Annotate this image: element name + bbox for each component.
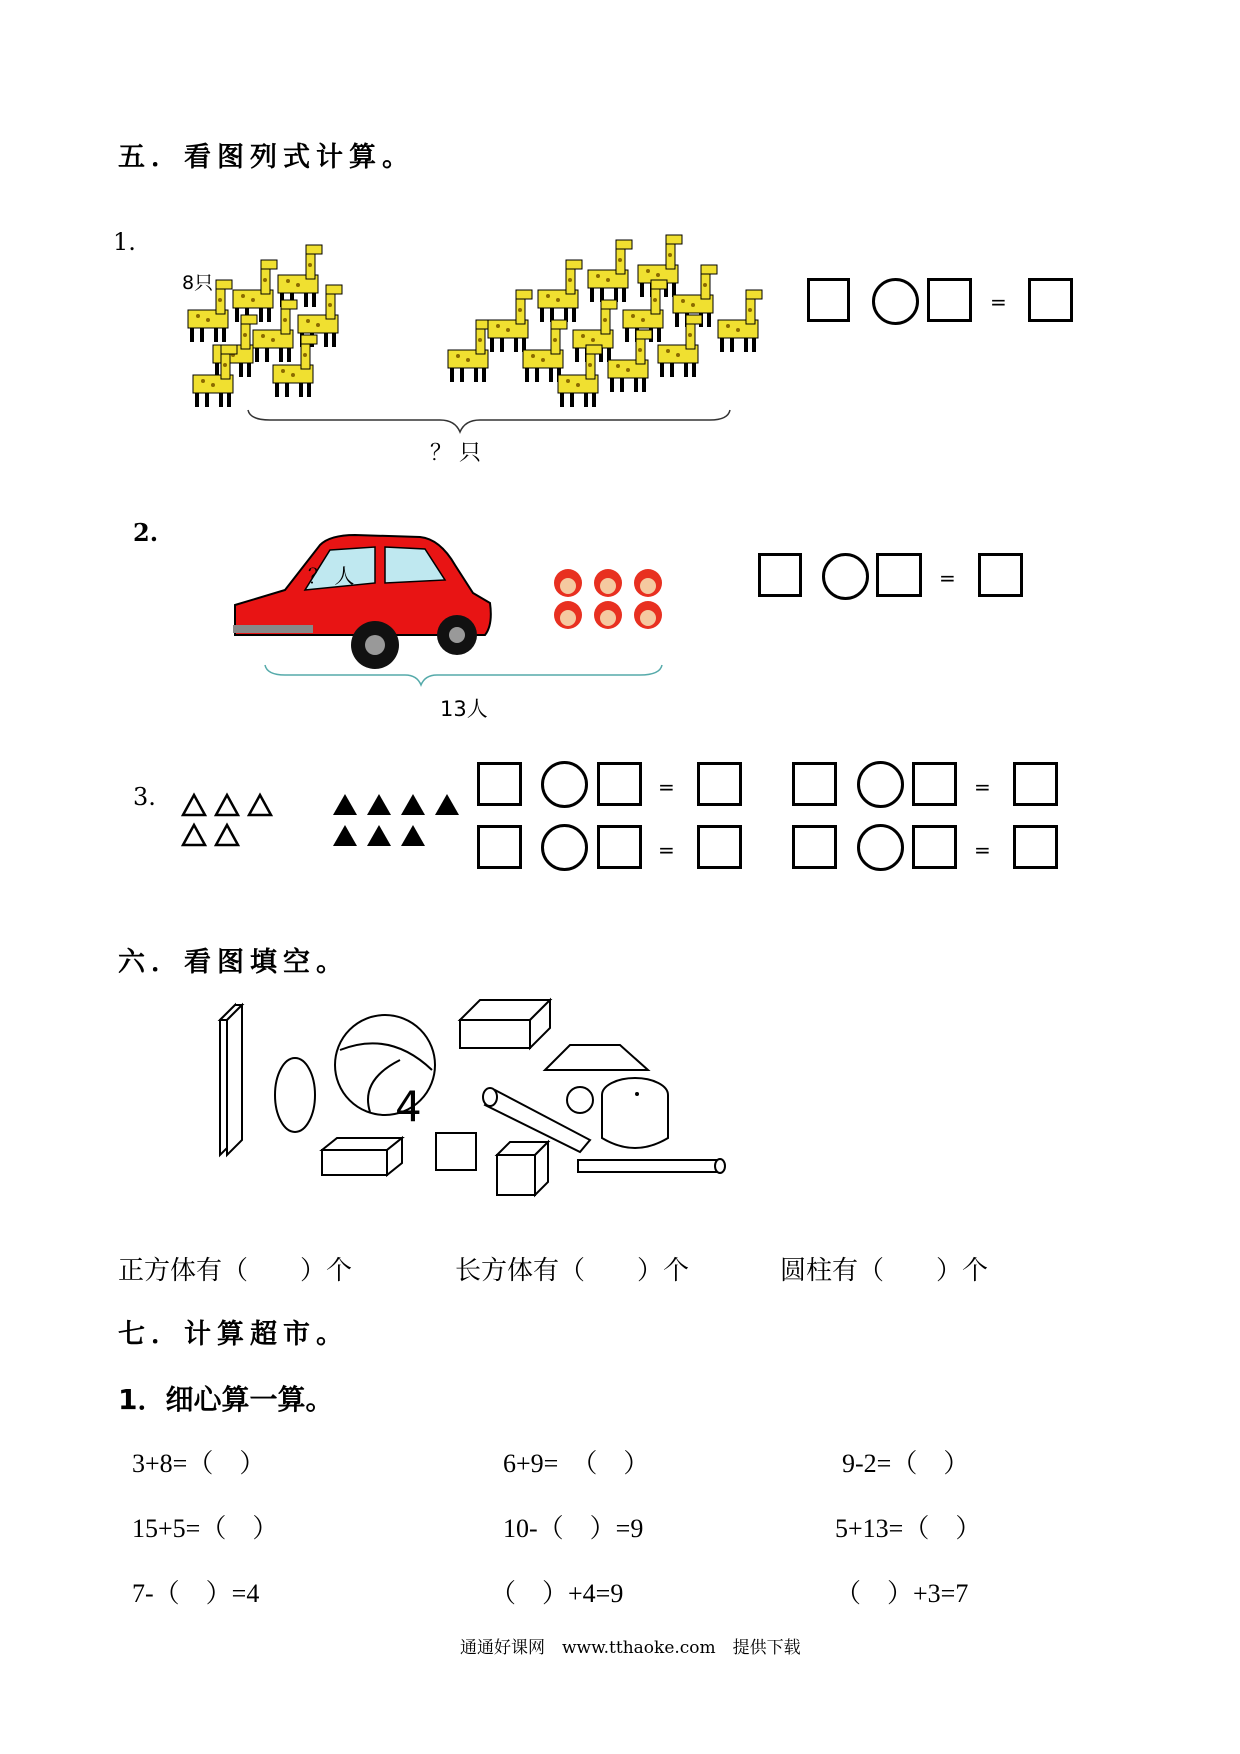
footer-text: 通通好课网 www.tthaoke.com 提供下载 [460, 1638, 801, 1658]
calc-item: 7-（ ）=4 [132, 1579, 260, 1608]
operator-circle[interactable] [857, 761, 904, 808]
triangles-illustration [180, 790, 470, 850]
answer-box[interactable] [876, 553, 922, 597]
operator-circle[interactable] [541, 824, 588, 871]
section-7-1-title: 1．细心算一算。 [118, 1383, 334, 1416]
problem-1-number: 1. [113, 228, 136, 256]
answer-box[interactable] [1013, 762, 1058, 806]
calc-item: 5+13=（ ） [835, 1514, 982, 1543]
operator-circle[interactable] [541, 761, 588, 808]
answer-box[interactable] [978, 553, 1023, 597]
section-5-title: 五．看图列式计算。 [118, 142, 415, 173]
label-13-people: 13人 [440, 697, 488, 721]
car-illustration [225, 515, 685, 715]
answer-box[interactable] [912, 762, 957, 806]
answer-box[interactable] [927, 278, 972, 322]
section-7-title: 七．计算超市。 [118, 1319, 349, 1350]
calc-item: 9-2=（ ） [842, 1449, 970, 1478]
calc-item: 10-（ ）=9 [503, 1514, 644, 1543]
answer-box[interactable] [792, 825, 837, 869]
problem-3-number: 3. [133, 783, 156, 811]
answer-box[interactable] [697, 825, 742, 869]
label-8: 8只 [182, 272, 214, 294]
answer-box[interactable] [597, 825, 642, 869]
fill-blank-cube: 正方体有（ ）个 [118, 1256, 353, 1286]
calc-item: 6+9= （ ） [503, 1449, 650, 1478]
fill-blank-cylinder: 圆柱有（ ）个 [780, 1256, 989, 1286]
equals-sign: = [990, 290, 1007, 314]
answer-box[interactable] [477, 762, 522, 806]
calc-item: 3+8=（ ） [132, 1449, 266, 1478]
answer-box[interactable] [697, 762, 742, 806]
calc-item: 15+5=（ ） [132, 1514, 279, 1543]
answer-box[interactable] [1028, 278, 1073, 322]
answer-box[interactable] [807, 278, 850, 322]
calc-item: （ ）+4=9 [490, 1579, 624, 1608]
calc-item: （ ）+3=7 [835, 1579, 969, 1608]
label-total-giraffes: ？ 只 [430, 441, 481, 466]
answer-box[interactable] [597, 762, 642, 806]
answer-box[interactable] [477, 825, 522, 869]
section-6-title: 六．看图填空。 [118, 947, 349, 978]
operator-circle[interactable] [872, 278, 919, 325]
equals-sign: = [658, 838, 675, 862]
operator-circle[interactable] [857, 824, 904, 871]
equals-sign: = [939, 566, 956, 590]
answer-box[interactable] [792, 762, 837, 806]
car-label: ？ 人 [308, 564, 355, 588]
equals-sign: = [658, 775, 675, 799]
operator-circle[interactable] [822, 553, 869, 600]
giraffes-illustration [170, 220, 810, 470]
ball-number: 4 [395, 1082, 422, 1131]
equals-sign: = [974, 775, 991, 799]
answer-box[interactable] [912, 825, 957, 869]
problem-2-number: 2. [133, 518, 159, 547]
equals-sign: = [974, 838, 991, 862]
solid-shapes-illustration [210, 990, 730, 1205]
fill-blank-cuboid: 长方体有（ ）个 [455, 1256, 690, 1286]
answer-box[interactable] [1013, 825, 1058, 869]
answer-box[interactable] [758, 553, 802, 597]
